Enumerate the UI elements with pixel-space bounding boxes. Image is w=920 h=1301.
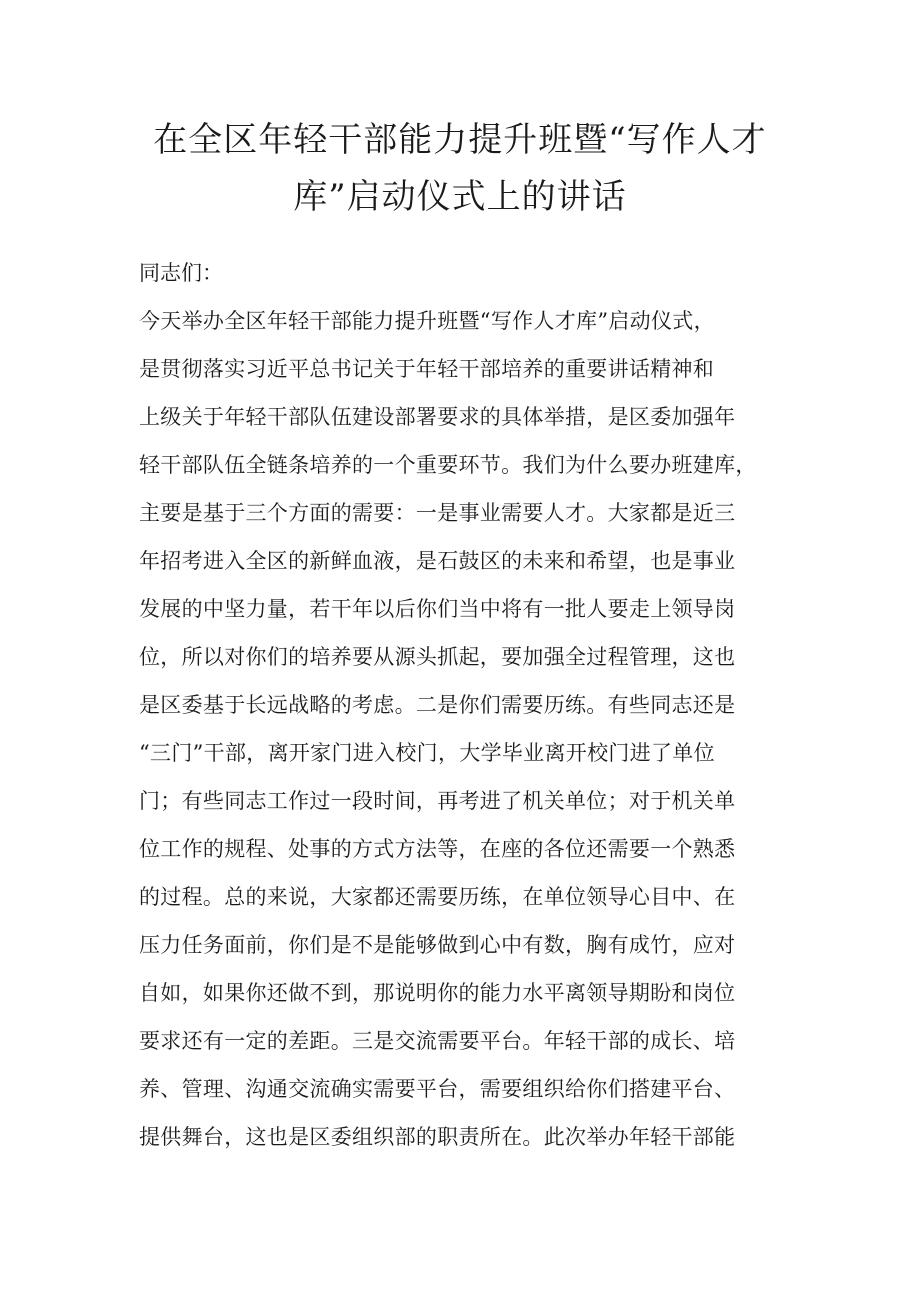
paragraph-line: 压力任务面前，你们是不是能够做到心中有数，胸有成竹，应对 [139, 933, 736, 957]
salutation: 同志们： [139, 261, 223, 285]
paragraph-line: 发展的中坚力量，若干年以后你们当中将有一批人要走上领导岗 [139, 597, 736, 621]
paragraph-line: “三门”干部，离开家门进入校门，大学毕业离开校门进了单位 [139, 741, 715, 765]
paragraph-line: 自如，如果你还做不到，那说明你的能力水平离领导期盼和岗位 [139, 981, 736, 1005]
paragraph-line: 提供舞台，这也是区委组织部的职责所在。此次举办年轻干部能 [139, 1125, 736, 1149]
paragraph-line: 主要是基于三个方面的需要：一是事业需要人才。大家都是近三 [139, 501, 736, 525]
paragraph-line: 上级关于年轻干部队伍建设部署要求的具体举措，是区委加强年 [139, 405, 736, 429]
paragraph-line: 今天举办全区年轻干部能力提升班暨“写作人才库”启动仪式， [139, 309, 715, 333]
paragraph-line: 是贯彻落实习近平总书记关于年轻干部培养的重要讲话精神和 [139, 357, 715, 381]
paragraph-line: 位，所以对你们的培养要从源头抓起，要加强全过程管理，这也 [139, 645, 736, 669]
document-title [120, 112, 800, 226]
paragraph-line: 的过程。总的来说，大家都还需要历练，在单位领导心目中、在 [139, 885, 736, 909]
paragraph-line: 养、管理、沟通交流确实需要平台，需要组织给你们搭建平台、 [139, 1077, 736, 1101]
title-line: 库”启动仪式上的讲话 [293, 177, 627, 217]
paragraph-line: 要求还有一定的差距。三是交流需要平台。年轻干部的成长、培 [139, 1029, 736, 1053]
title-line: 在全区年轻干部能力提升班暨“写作人才 [153, 120, 767, 160]
paragraph-line: 轻干部队伍全链条培养的一个重要环节。我们为什么要办班建库， [139, 453, 757, 477]
paragraph-line: 位工作的规程、处事的方式方法等，在座的各位还需要一个熟悉 [139, 837, 736, 861]
paragraph-line: 门；有些同志工作过一段时间，再考进了机关单位；对于机关单 [139, 789, 736, 813]
document-body [139, 249, 799, 1161]
paragraph-line: 是区委基于长远战略的考虑。二是你们需要历练。有些同志还是 [139, 693, 736, 717]
paragraph-line: 年招考进入全区的新鲜血液，是石鼓区的未来和希望，也是事业 [139, 549, 736, 573]
